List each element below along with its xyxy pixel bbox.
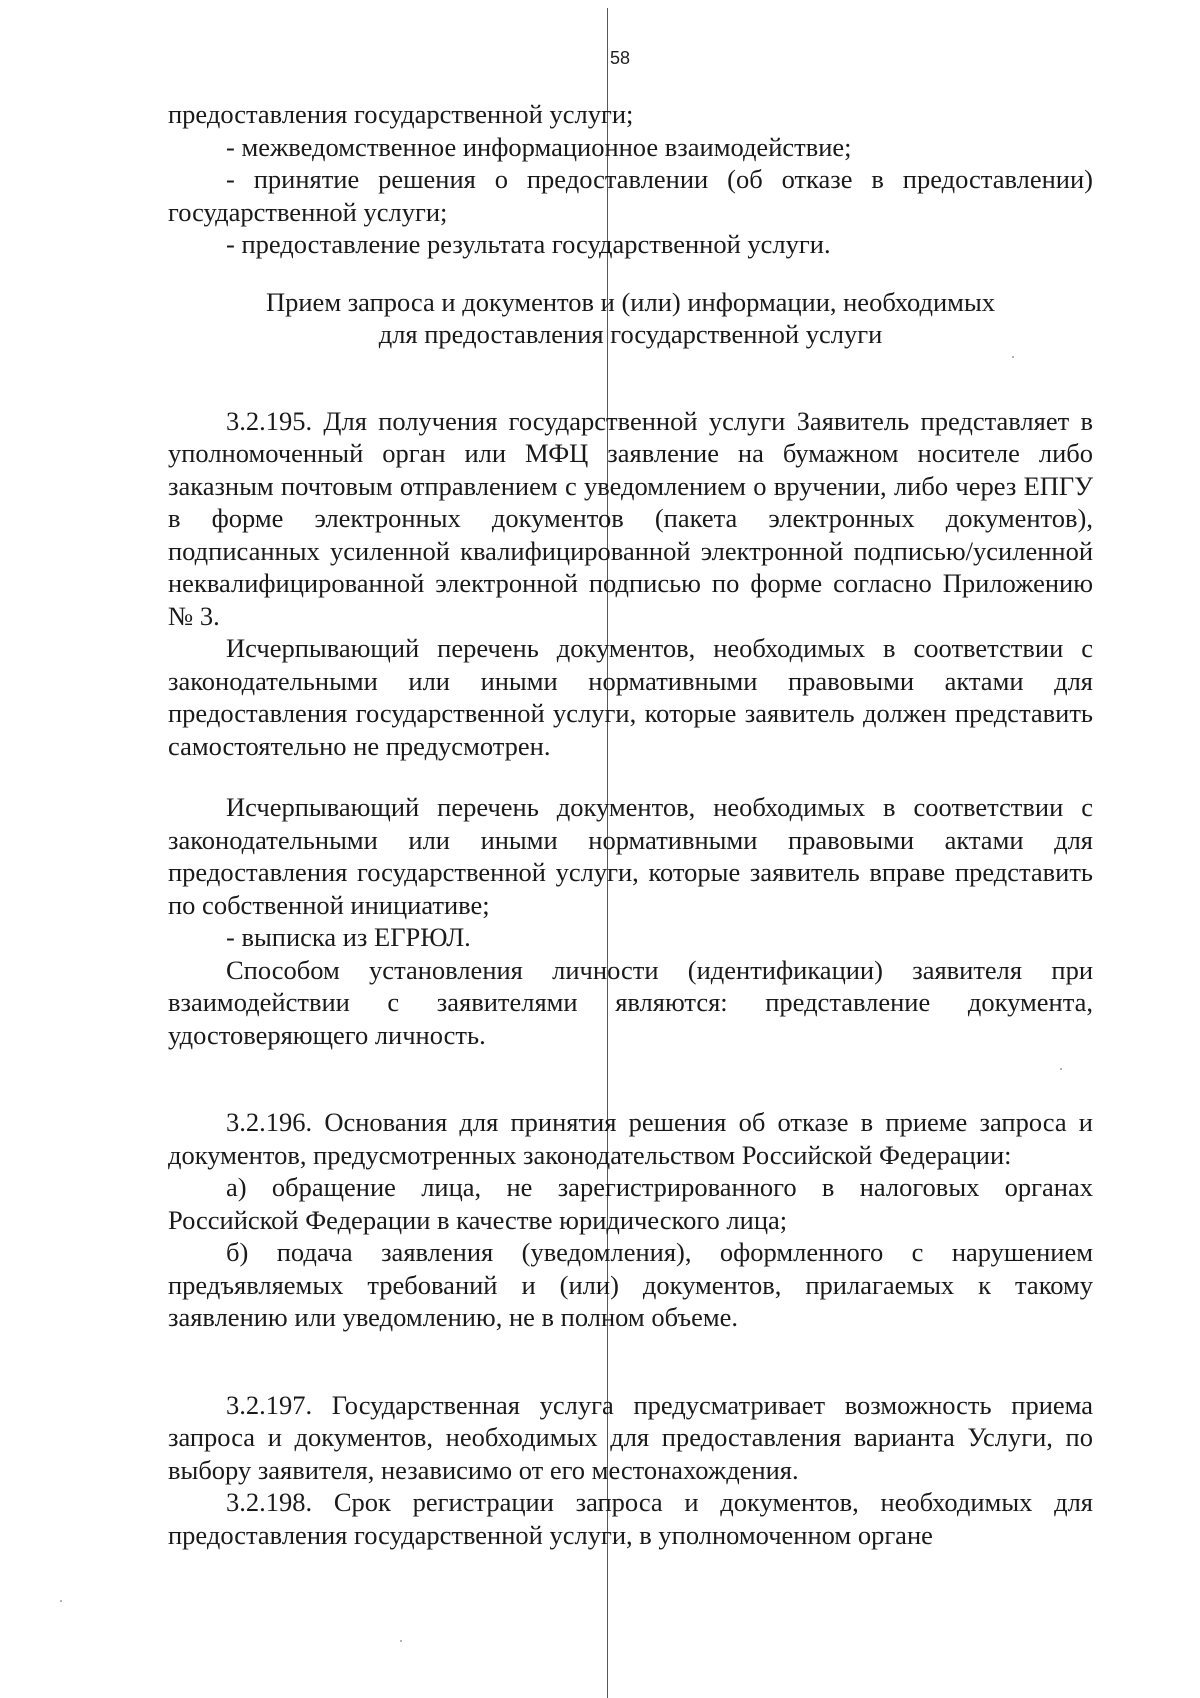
list-item: - выписка из ЕГРЮЛ. — [226, 922, 471, 952]
list-item: - предоставление результата государственной услуги. — [226, 229, 831, 259]
paragraph-continuation: предоставления государственной услуги; — [168, 99, 634, 129]
clause-3-2-196: 3.2.196. Основания для принятия решения об отказе в приеме запроса и документов, предусмотренных законодательством Российской Федерации: — [168, 1107, 1093, 1170]
paragraph-optional-documents: Исчерпывающий перечень документов, необходимых в соответствии с законодательными или иными нормативными правовыми актами для предоставления государственной услуги, которые заявитель вправе представить по собственной инициативе; — [168, 792, 1093, 920]
scan-speck — [1060, 1068, 1062, 1070]
section-heading-line-2: для предоставления государственной услуги — [378, 318, 883, 349]
section-heading-line-1: Прием запроса и документов и (или) информации, необходимых — [265, 286, 996, 317]
paragraph-required-documents: Исчерпывающий перечень документов, необходимых в соответствии с законодательными или иными нормативными правовыми актами для предоставления государственной услуги, которые заявитель должен представить самостоятельно не предусмотрен. — [168, 633, 1093, 761]
clause-3-2-195: 3.2.195. Для получения государственной услуги Заявитель представляет в уполномоченный орган или МФЦ заявление на бумажном носителе либо заказным почтовым отправлением с уведомлением о вручении, либо через ЕПГУ в форме электронных документов (пакета электронных документов), подписанных усиленной квалифицированной электронной подписью/усиленной неквалифицированной электронной подписью по форме согласно Приложению № 3. — [168, 405, 1093, 631]
list-item: - принятие решения о предоставлении (об отказе в предоставлении) государственной услуги; — [168, 164, 1093, 227]
clause-3-2-198: 3.2.198. Срок регистрации запроса и документов, необходимых для предоставления государственной услуги, в уполномоченном органе — [168, 1487, 1093, 1550]
list-item: б) подача заявления (уведомления), оформленного с нарушением предъявляемых требований и (или) документов, прилагаемых к такому заявлению или уведомлению, не в полном объеме. — [168, 1237, 1093, 1332]
document-body — [168, 98, 1093, 1551]
scan-speck — [1012, 356, 1014, 358]
scan-speck — [60, 1600, 62, 1602]
page-number: 58 — [610, 48, 631, 68]
paragraph-identification: Способом установления личности (идентификации) заявителя при взаимодействии с заявителями являются: представление документа, удостоверяющего личность. — [168, 954, 1093, 1050]
clause-3-2-197: 3.2.197. Государственная услуга предусматривает возможность приема запроса и документов, необходимых для предоставления варианта Услуги, по выбору заявителя, независимо от его местонахождения. — [168, 1389, 1093, 1485]
list-item: а) обращение лица, не зарегистрированного в налоговых органах Российской Федерации в качестве юридического лица; — [168, 1172, 1093, 1235]
list-item: - межведомственное информационное взаимодействие; — [226, 131, 852, 162]
scan-speck — [400, 1640, 402, 1642]
